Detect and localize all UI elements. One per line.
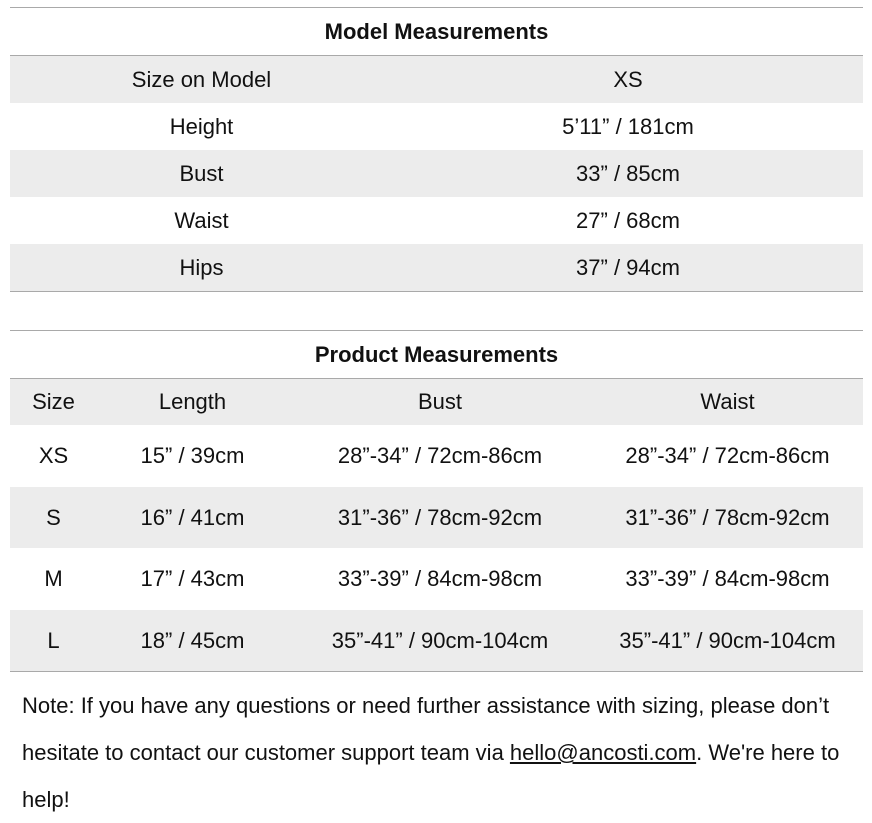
cell-waist: 35”-41” / 90cm-104cm (619, 627, 836, 653)
model-measurements-title: Model Measurements (10, 7, 863, 56)
row-value: 27” / 68cm (576, 208, 680, 233)
cell-length: 16” / 41cm (140, 504, 245, 530)
table-row (10, 244, 863, 292)
cell-bust: 33”-39” / 84cm-98cm (337, 566, 543, 591)
row-label: Size on Model (131, 67, 272, 92)
cell-size: L (47, 627, 60, 653)
sizing-note (22, 682, 862, 823)
note-text: Note: If you have any questions or need further assistance with sizing, please don’t hesitate to contact our customer support team via (22, 693, 830, 765)
table-row (10, 548, 863, 610)
row-label: Hips (179, 255, 224, 280)
cell-bust: 35”-41” / 90cm-104cm (331, 627, 549, 653)
cell-size: M (44, 566, 63, 591)
model-measurements-table (10, 7, 863, 292)
product-measurements-table (10, 330, 863, 672)
table-row (10, 56, 863, 103)
cell-waist: 33”-39” / 84cm-98cm (625, 566, 830, 591)
cell-waist: 28”-34” / 72cm-86cm (625, 443, 830, 468)
product-measurements-title: Product Measurements (10, 330, 863, 379)
row-label: Bust (179, 161, 224, 186)
table-row (10, 425, 863, 487)
header-bust: Bust (417, 389, 463, 414)
cell-size: XS (38, 443, 69, 468)
cell-bust: 31”-36” / 78cm-92cm (337, 504, 543, 530)
row-value: 33” / 85cm (576, 161, 680, 186)
table-row (10, 150, 863, 197)
row-label: Height (169, 114, 234, 139)
support-email-link[interactable]: hello@ancosti.com (509, 740, 697, 765)
table-row (10, 487, 863, 549)
header-length: Length (158, 389, 227, 414)
cell-bust: 28”-34” / 72cm-86cm (337, 443, 543, 468)
table-row (10, 103, 863, 150)
row-label: Waist (174, 208, 229, 233)
row-value: 5’11” / 181cm (562, 114, 694, 139)
cell-length: 17” / 43cm (140, 566, 245, 591)
header-waist: Waist (700, 389, 755, 414)
header-size: Size (32, 389, 75, 414)
cell-size: S (46, 504, 61, 530)
cell-length: 15” / 39cm (140, 443, 245, 468)
table-row (10, 197, 863, 244)
cell-waist: 31”-36” / 78cm-92cm (625, 504, 830, 530)
row-value: 37” / 94cm (576, 255, 680, 280)
cell-length: 18” / 45cm (140, 627, 245, 653)
row-value: XS (613, 67, 643, 92)
note-text-end: . We're here to help! (22, 740, 840, 812)
table-header-row (10, 379, 863, 425)
table-row (10, 610, 863, 673)
